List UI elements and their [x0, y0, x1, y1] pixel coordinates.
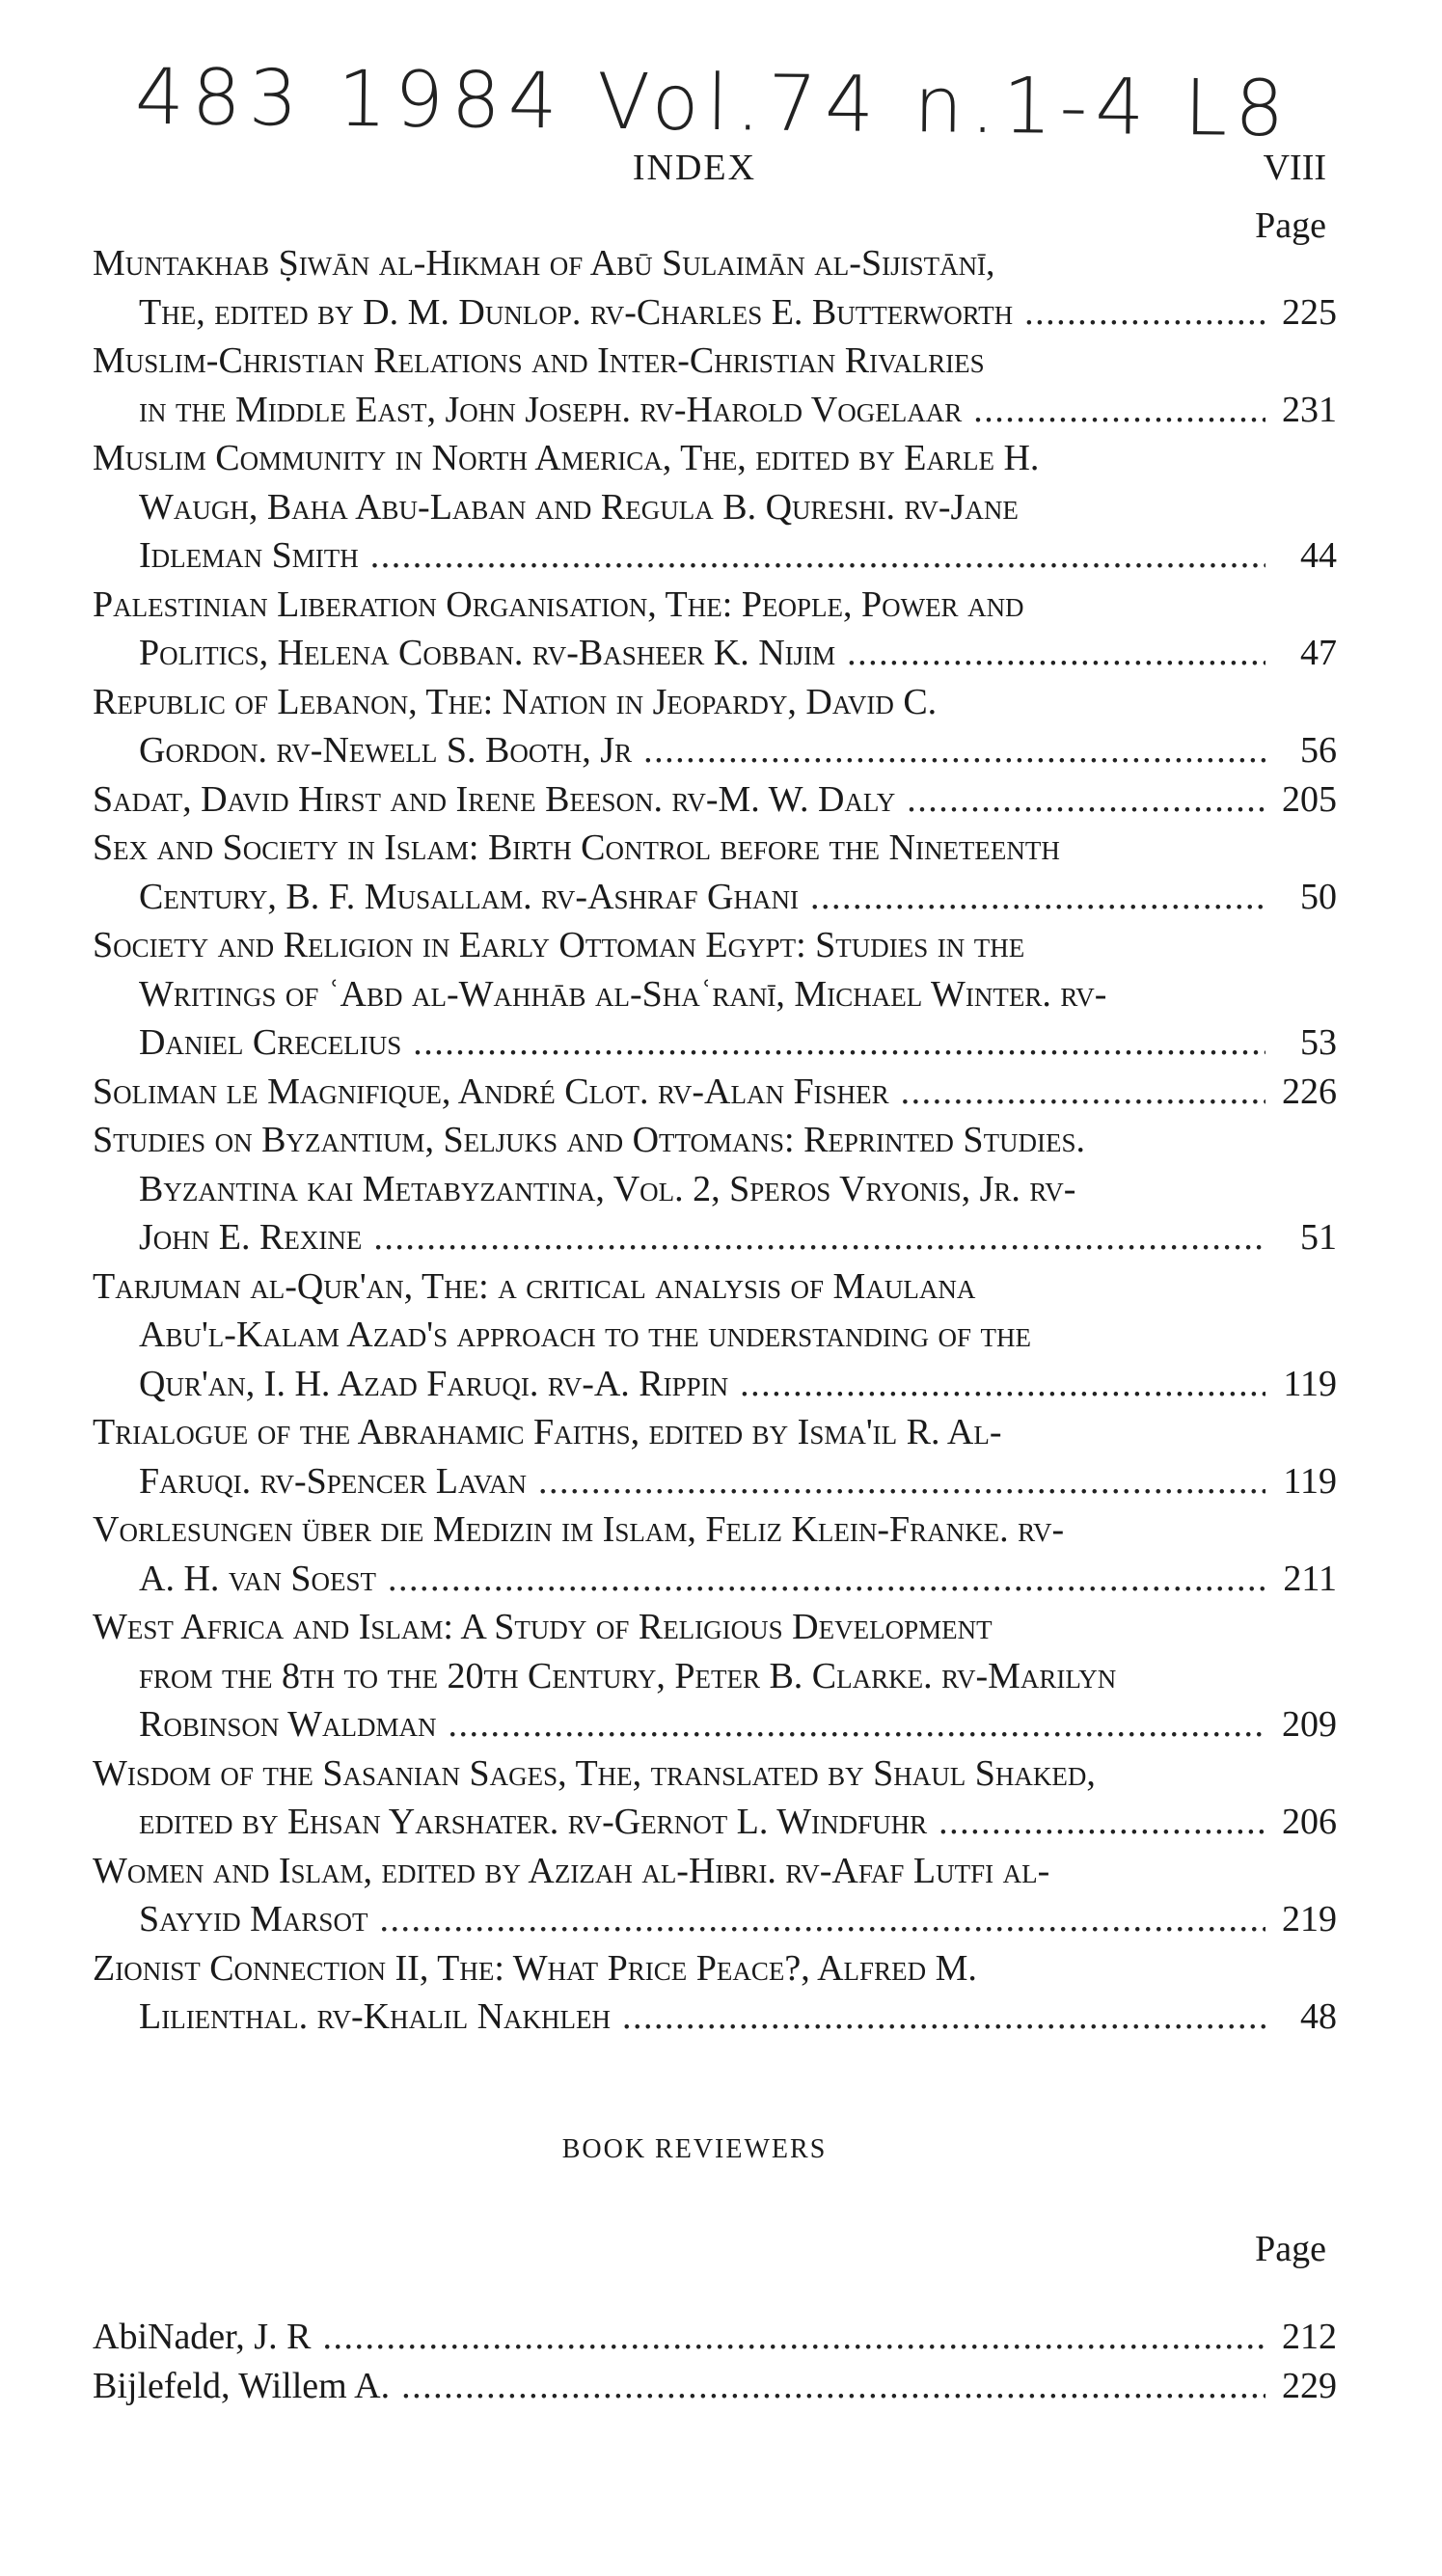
dot-leader [810, 873, 1265, 922]
index-entry-text: Zionist Connection II, The: What Price Peace?, Alfred M. [93, 1947, 977, 1989]
index-entry [93, 581, 1337, 678]
index-entry-text: Writings of ʿAbd al-Wahhāb al-Shaʿranī, Michael Winter. rv- [139, 973, 1107, 1015]
index-entry-page-number: 219 [1282, 1899, 1337, 1939]
dot-leader [449, 1700, 1265, 1749]
index-entry-line [93, 1457, 1337, 1506]
index-entry [93, 337, 1337, 434]
dot-leader [939, 1798, 1265, 1847]
section-number: VIII [1263, 148, 1326, 188]
index-entry-text: Society and Religion in Early Ottoman Egypt: Studies in the [93, 925, 1025, 965]
index-entry-text: edited by Ehsan Yarshater. rv-Gernot L. Windfuhr [139, 1802, 928, 1842]
index-entry-line [93, 1993, 1337, 2042]
index-entry-page-number: 47 [1300, 633, 1337, 673]
index-entry-text: Muntakhab Ṣiwān al-Hikmah of Abū Sulaimān al-Sijistānī, [93, 243, 995, 284]
index-entry-text: Byzantina kai Metabyzantina, Vol. 2, Speros Vryonis, Jr. rv- [139, 1168, 1076, 1209]
index-entry-text: Muslim Community in North America, The, edited by Earle H. [93, 438, 1040, 478]
index-entry-page-number: 225 [1282, 291, 1337, 333]
index-entry-text: Gordon. rv-Newell S. Booth, Jr [139, 730, 633, 771]
dot-leader [538, 1457, 1265, 1506]
index-entry-text: Soliman le Magnifique, André Clot. rv-Alan Fisher [93, 1071, 889, 1112]
index-entry [93, 239, 1337, 337]
page-column-label: Page [1255, 205, 1326, 246]
index-entry-line [93, 921, 1337, 970]
index-entry-line [93, 239, 1337, 288]
dot-leader [907, 775, 1265, 825]
index-entry-line [93, 726, 1337, 775]
index-entry [93, 775, 1337, 825]
index-entry [93, 921, 1337, 1068]
index-entry-text: Vorlesungen über die Medizin im Islam, Feliz Klein-Franke. rv- [93, 1509, 1065, 1550]
index-entry-text: Idleman Smith [139, 535, 359, 576]
index-entry [93, 678, 1337, 775]
index-entry-line [93, 1847, 1337, 1896]
index-entry-line [93, 1652, 1337, 1701]
index-entry-text: Muslim-Christian Relations and Inter-Christian Rivalries [93, 340, 985, 381]
index-entry-line [93, 775, 1337, 825]
reviewer-name: AbiNader, J. R [93, 2317, 312, 2357]
index-entry [93, 1944, 1337, 2042]
index-entry-line [93, 483, 1337, 532]
dot-leader [622, 1993, 1265, 2042]
dot-leader [322, 2313, 1265, 2362]
index-entry-page-number: 209 [1282, 1704, 1337, 1745]
index-entry-line [93, 337, 1337, 386]
dot-leader [379, 1895, 1265, 1944]
index-entry-line [93, 1603, 1337, 1652]
index-entry [93, 824, 1337, 921]
dot-leader [901, 1068, 1265, 1117]
index-entry-text: Abu'l-Kalam Azad's approach to the understanding of the [139, 1315, 1031, 1355]
reviewer-row [93, 2313, 1337, 2362]
dot-leader [373, 1213, 1265, 1262]
index-entry-page-number: 53 [1300, 1022, 1337, 1063]
index-entry-text: Sadat, David Hirst and Irene Beeson. rv-M. W. Daly [93, 778, 896, 820]
index-entry-line [93, 1360, 1337, 1409]
index-entry-line [93, 1116, 1337, 1165]
index-entry-text: from the 8th to the 20th Century, Peter B. Clarke. rv-Marilyn [139, 1655, 1117, 1696]
index-entry-line [93, 1700, 1337, 1749]
index-entry-line [93, 1505, 1337, 1555]
index-entry-page-number: 226 [1282, 1071, 1337, 1112]
index-entry-text: Waugh, Baha Abu-Laban and Regula B. Qureshi. rv-Jane [139, 486, 1019, 528]
index-entry-page-number: 44 [1300, 535, 1337, 576]
index-entry-line [93, 824, 1337, 873]
index-entry-text: Lilienthal. rv-Khalil Nakhleh [139, 1996, 611, 2037]
index-entry-page-number: 50 [1300, 876, 1337, 917]
index-entry-text: Sex and Society in Islam: Birth Control before the Nineteenth [93, 827, 1060, 868]
reviewer-row [93, 2362, 1337, 2411]
dot-leader [401, 2362, 1265, 2411]
index-entry-line [93, 1555, 1337, 1604]
index-entry-text: A. H. van Soest [139, 1558, 377, 1599]
dot-leader [370, 531, 1265, 581]
index-entry-page-number: 205 [1282, 778, 1337, 820]
index-entry-text: John E. Rexine [139, 1217, 363, 1258]
index-entry [93, 1408, 1337, 1505]
index-entry-text: Tarjuman al-Qur'an, The: a critical analysis of Maulana [93, 1265, 976, 1307]
index-entry [93, 1068, 1337, 1117]
index-entry-page-number: 231 [1282, 389, 1337, 430]
index-entry-text: Robinson Waldman [139, 1704, 437, 1745]
dot-leader [973, 386, 1265, 435]
index-entry [93, 1603, 1337, 1749]
index-entry-line [93, 1213, 1337, 1262]
index-entry [93, 434, 1337, 581]
reviewer-page-number: 229 [1282, 2365, 1337, 2406]
handwritten-catalog-note: 483 1984 Vol.74 n.1-4 L8 [134, 51, 1292, 154]
reviewer-name: Bijlefeld, Willem A. [93, 2365, 391, 2406]
index-entry-page-number: 211 [1283, 1558, 1337, 1599]
index-entry-text: Studies on Byzantium, Seljuks and Ottomans: Reprinted Studies. [93, 1120, 1086, 1160]
index-entry-text: Qur'an, I. H. Azad Faruqi. rv-A. Rippin [139, 1363, 729, 1404]
reviewer-page-number: 212 [1282, 2317, 1337, 2357]
index-entry [93, 1749, 1337, 1847]
index-entry-line [93, 1408, 1337, 1457]
index-entry-line [93, 970, 1337, 1019]
index-entry-text: Faruqi. rv-Spencer Lavan [139, 1460, 528, 1502]
index-entry-line [93, 1311, 1337, 1360]
book-reviewers-list [93, 2313, 1337, 2410]
dot-leader [1024, 288, 1265, 338]
index-entry-page-number: 119 [1283, 1460, 1337, 1502]
index-entry-line [93, 1798, 1337, 1847]
index-entry-text: Sayyid Marsot [139, 1899, 368, 1939]
index-entry-line [93, 531, 1337, 581]
index-entry [93, 1505, 1337, 1603]
index-entry-line [93, 386, 1337, 435]
index-entry-line [93, 1944, 1337, 1993]
index-entry-text: Trialogue of the Abrahamic Faiths, edited by Isma'il R. Al- [93, 1412, 1002, 1452]
reviewers-page-column-label: Page [1255, 2229, 1326, 2269]
index-entry [93, 1116, 1337, 1262]
index-entry-text: Women and Islam, edited by Azizah al-Hibri. rv-Afaf Lutfi al- [93, 1850, 1050, 1891]
index-entry-line [93, 678, 1337, 727]
dot-leader [388, 1555, 1265, 1604]
index-entries-list [93, 239, 1337, 2042]
page-title: INDEX [632, 148, 757, 188]
index-entry-page-number: 51 [1300, 1217, 1337, 1258]
index-entry-line [93, 1018, 1337, 1068]
dot-leader [643, 726, 1265, 775]
index-entry-text: Palestinian Liberation Organisation, The: People, Power and [93, 583, 1024, 625]
index-entry-text: Wisdom of the Sasanian Sages, The, translated by Shaul Shaked, [93, 1752, 1096, 1794]
index-entry-line [93, 1068, 1337, 1117]
index-entry-text: West Africa and Islam: A Study of Religious Development [93, 1607, 993, 1647]
index-entry-text: The, edited by D. M. Dunlop. rv-Charles E. Butterworth [139, 291, 1014, 333]
index-entry [93, 1262, 1337, 1409]
index-entry-page-number: 56 [1300, 730, 1337, 771]
index-entry-page-number: 48 [1300, 1996, 1337, 2037]
index-entry [93, 1847, 1337, 1944]
index-entry-line [93, 581, 1337, 630]
index-entry-line [93, 434, 1337, 483]
index-entry-line [93, 1165, 1337, 1214]
index-entry-line [93, 1262, 1337, 1312]
index-entry-line [93, 629, 1337, 678]
index-entry-line [93, 873, 1337, 922]
index-entry-text: Politics, Helena Cobban. rv-Basheer K. Nijim [139, 633, 836, 673]
index-entry-text: Century, B. F. Musallam. rv-Ashraf Ghani [139, 876, 799, 917]
dot-leader [740, 1360, 1265, 1409]
dot-leader [847, 629, 1265, 678]
index-entry-text: Daniel Crecelius [139, 1022, 402, 1063]
index-entry-text: in the Middle East, John Joseph. rv-Harold Vogelaar [139, 389, 963, 430]
book-reviewers-heading: BOOK REVIEWERS [561, 2134, 828, 2164]
index-entry-line [93, 288, 1337, 338]
index-entry-text: Republic of Lebanon, The: Nation in Jeopardy, David C. [93, 681, 938, 722]
index-entry-line [93, 1895, 1337, 1944]
index-entry-line [93, 1749, 1337, 1799]
dot-leader [413, 1018, 1265, 1068]
index-entry-page-number: 206 [1282, 1802, 1337, 1842]
index-entry-page-number: 119 [1283, 1363, 1337, 1404]
